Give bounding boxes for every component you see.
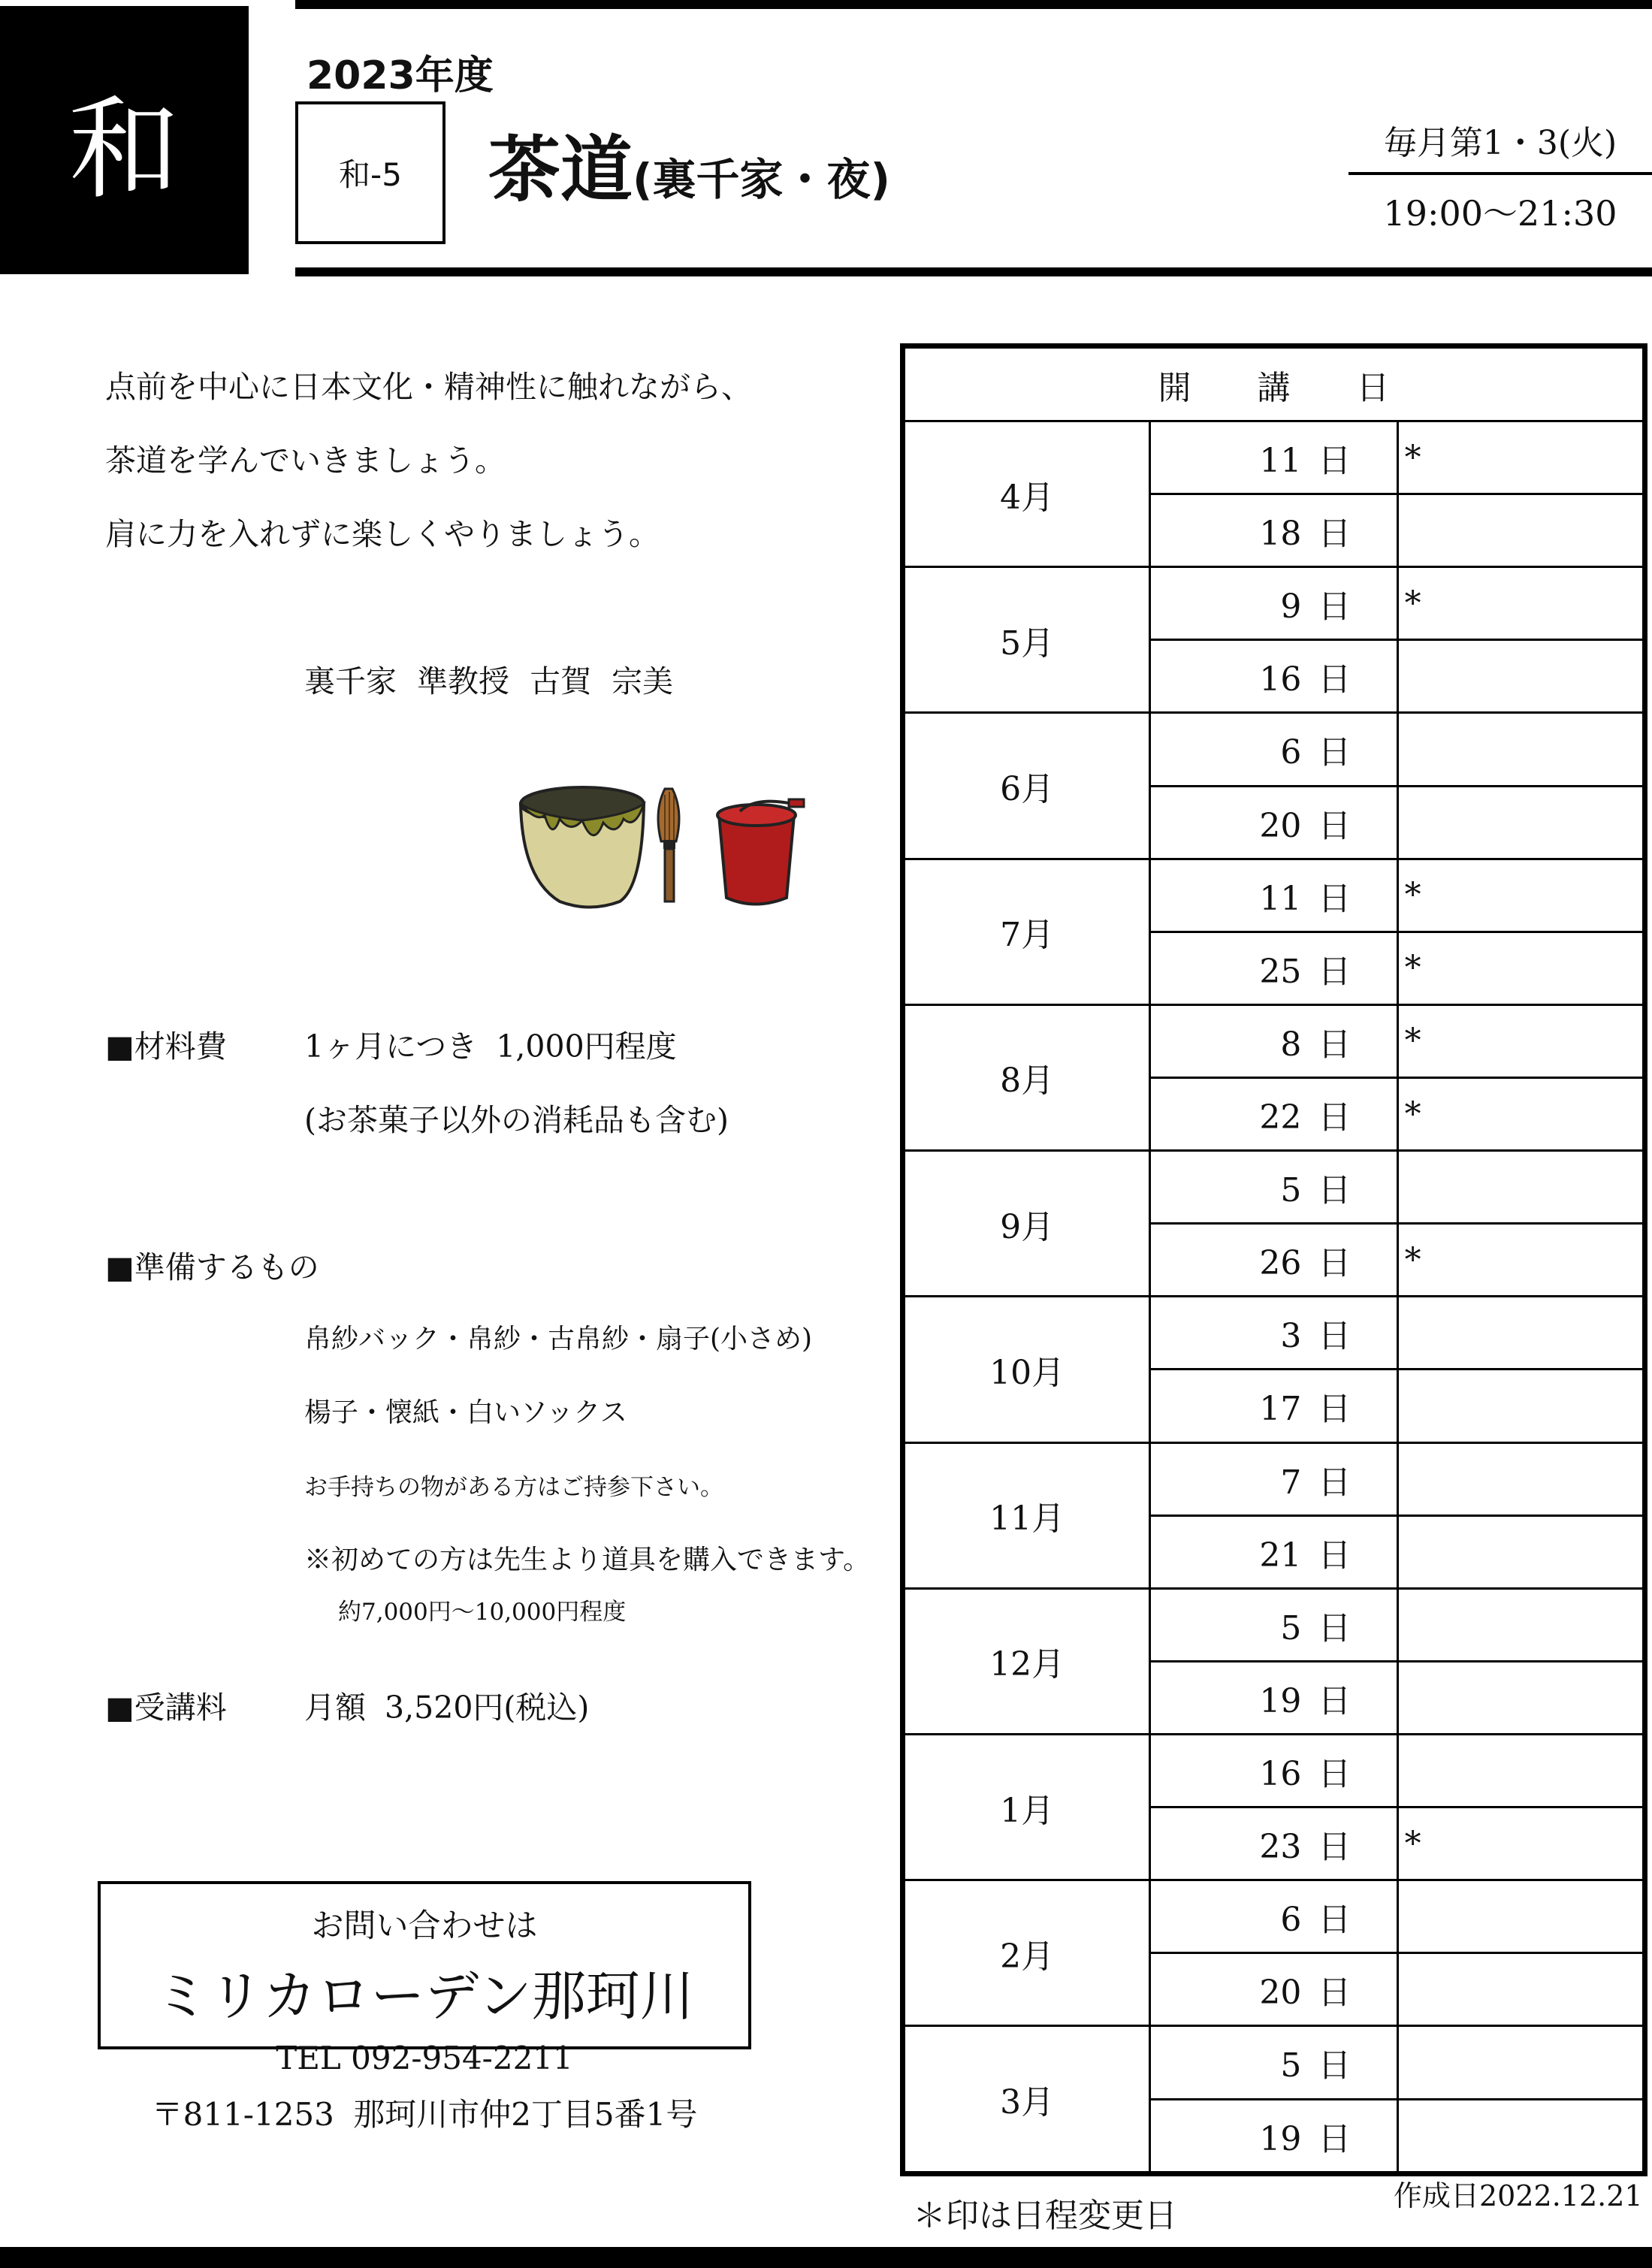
- description-line-3: 肩に力を入れずに楽しくやりましょう。: [105, 516, 660, 552]
- schedule-row: [903, 713, 1645, 786]
- day-cell: [1150, 1880, 1397, 1953]
- day-number: 16: [1259, 660, 1302, 699]
- schedule-row: [903, 1442, 1645, 1515]
- schedule-divider: [1348, 172, 1652, 175]
- day-cell: [1150, 1807, 1397, 1880]
- day-number: 25: [1259, 952, 1302, 991]
- day-unit: 日: [1318, 1390, 1351, 1429]
- change-mark-cell: [1397, 786, 1644, 859]
- preparation-item-1: 帛紗バック・帛紗・古帛紗・扇子(小さめ): [304, 1324, 813, 1354]
- change-mark-cell: [1397, 2026, 1644, 2099]
- day-unit: 日: [1318, 587, 1351, 627]
- day-cell: [1150, 1370, 1397, 1442]
- schedule-day: 毎月第1・3(火): [1383, 124, 1617, 162]
- day-unit: 日: [1318, 442, 1351, 481]
- month-cell: 7月: [903, 859, 1150, 1004]
- day-number: 11: [1259, 442, 1302, 481]
- day-cell: [1150, 713, 1397, 786]
- change-mark-cell: [1397, 1151, 1644, 1224]
- contact-heading: お問い合わせは: [311, 1907, 538, 1945]
- day-cell: [1150, 1442, 1397, 1515]
- day-number: 16: [1259, 1755, 1302, 1794]
- contact-box: [98, 1881, 751, 2133]
- day-cell: [1150, 640, 1397, 713]
- day-number: 5: [1280, 1608, 1302, 1647]
- course-title-main: 茶道: [488, 128, 633, 212]
- month-cell: 8月: [903, 1004, 1150, 1150]
- change-mark-cell: [1397, 1953, 1644, 2026]
- schedule-time: 19:00～21:30: [1383, 193, 1617, 234]
- header-top-rule: [295, 0, 1652, 9]
- day-number: 7: [1280, 1463, 1302, 1502]
- day-unit: 日: [1318, 1098, 1351, 1137]
- course-title-sub: (裏千家・夜): [633, 154, 891, 205]
- change-mark-cell: *: [1397, 1807, 1644, 1880]
- month-cell: 5月: [903, 567, 1150, 713]
- day-unit: 日: [1318, 660, 1351, 699]
- whisk-icon: [658, 789, 679, 901]
- preparation-item-2: 楊子・懐紙・白いソックス: [304, 1397, 627, 1428]
- day-unit: 日: [1318, 952, 1351, 991]
- day-number: 22: [1259, 1098, 1302, 1137]
- change-mark-cell: [1397, 1880, 1644, 1953]
- category-badge: 和: [0, 6, 249, 274]
- change-mark-cell: [1397, 713, 1644, 786]
- day-number: 21: [1259, 1536, 1302, 1575]
- day-number: 20: [1259, 806, 1302, 845]
- schedule-row: [903, 1297, 1645, 1370]
- day-cell: [1150, 859, 1397, 932]
- description-line-2: 茶道を学んでいきましょう。: [105, 442, 506, 479]
- month-cell: 11月: [903, 1442, 1150, 1588]
- month-cell: 1月: [903, 1734, 1150, 1880]
- course-code: 和-5: [339, 156, 402, 193]
- day-cell: [1150, 1588, 1397, 1661]
- day-unit: 日: [1318, 879, 1351, 918]
- preparation-item-4: ※初めての方は先生より道具を購入できます。: [304, 1545, 871, 1575]
- year-label: 2023年度: [307, 53, 494, 98]
- description-line-1: 点前を中心に日本文化・精神性に触れながら、: [105, 369, 752, 405]
- day-unit: 日: [1318, 1536, 1351, 1575]
- day-number: 19: [1259, 1681, 1302, 1720]
- natsume-container-icon: [717, 799, 804, 904]
- day-unit: 日: [1318, 806, 1351, 845]
- change-mark-cell: [1397, 1515, 1644, 1588]
- day-number: 17: [1259, 1390, 1302, 1429]
- day-cell: [1150, 932, 1397, 1004]
- day-cell: [1150, 2099, 1397, 2173]
- day-unit: 日: [1318, 1755, 1351, 1794]
- materials-fee-label: ■材料費: [105, 1028, 227, 1065]
- day-unit: 日: [1318, 1828, 1351, 1867]
- day-cell: [1150, 1734, 1397, 1807]
- day-cell: [1150, 1004, 1397, 1077]
- tea-utensils-illustration: [515, 781, 815, 913]
- change-mark-cell: [1397, 640, 1644, 713]
- preparation-item-3: お手持ちの物がある方はご持参下さい。: [304, 1474, 723, 1501]
- change-mark-cell: [1397, 1297, 1644, 1370]
- day-unit: 日: [1318, 515, 1351, 554]
- tuition-value: 月額 3,520円(税込): [304, 1690, 590, 1726]
- day-cell: [1150, 786, 1397, 859]
- schedule-row: [903, 567, 1645, 640]
- day-cell: [1150, 1151, 1397, 1224]
- day-cell: [1150, 1297, 1397, 1370]
- day-number: 3: [1280, 1317, 1302, 1356]
- day-number: 5: [1280, 2046, 1302, 2085]
- contact-name: ミリカローデン那珂川: [155, 1964, 694, 2028]
- tuition-label: ■受講料: [105, 1690, 227, 1726]
- month-cell: 4月: [903, 421, 1150, 567]
- day-unit: 日: [1318, 2119, 1351, 2158]
- schedule-row: [903, 1004, 1645, 1077]
- contact-address: 〒811-1253 那珂川市仲2丁目5番1号: [151, 2096, 698, 2133]
- schedule-row: [903, 1151, 1645, 1224]
- day-unit: 日: [1318, 1463, 1351, 1502]
- day-number: 5: [1280, 1171, 1302, 1210]
- tea-bowl-icon: [521, 787, 644, 908]
- change-mark-cell: *: [1397, 932, 1644, 1004]
- day-unit: 日: [1318, 1317, 1351, 1356]
- day-unit: 日: [1318, 1608, 1351, 1647]
- day-cell: [1150, 1515, 1397, 1588]
- change-mark-cell: [1397, 1661, 1644, 1734]
- day-number: 19: [1259, 2119, 1302, 2158]
- day-cell: [1150, 1661, 1397, 1734]
- change-mark-cell: [1397, 1734, 1644, 1807]
- month-cell: 10月: [903, 1297, 1150, 1442]
- materials-fee-note: (お茶菓子以外の消耗品も含む): [304, 1102, 729, 1138]
- day-number: 18: [1259, 515, 1302, 554]
- footer-bar: [0, 2247, 1652, 2268]
- schedule-row: [903, 2026, 1645, 2099]
- month-cell: 3月: [903, 2026, 1150, 2174]
- change-mark-cell: [1397, 2099, 1644, 2173]
- month-cell: 6月: [903, 713, 1150, 859]
- day-cell: [1150, 1224, 1397, 1297]
- change-mark-cell: *: [1397, 1004, 1644, 1077]
- day-number: 20: [1259, 1974, 1302, 2013]
- change-mark-cell: [1397, 1370, 1644, 1442]
- day-number: 9: [1280, 587, 1302, 627]
- day-number: 6: [1280, 733, 1302, 772]
- course-title: [488, 128, 891, 212]
- schedule-table-header: 開 講 日: [903, 346, 1645, 421]
- change-mark-cell: *: [1397, 567, 1644, 640]
- change-mark-cell: [1397, 1588, 1644, 1661]
- schedule-row: [903, 1588, 1645, 1661]
- materials-fee-value: 1ヶ月につき 1,000円程度: [304, 1028, 677, 1065]
- course-code-box: [295, 101, 445, 244]
- month-cell: 9月: [903, 1151, 1150, 1297]
- day-unit: 日: [1318, 1681, 1351, 1720]
- day-unit: 日: [1318, 1244, 1351, 1283]
- preparation-price-note: 約7,000円～10,000円程度: [338, 1599, 627, 1626]
- day-cell: [1150, 567, 1397, 640]
- day-unit: 日: [1318, 2046, 1351, 2085]
- day-unit: 日: [1318, 1025, 1351, 1064]
- day-unit: 日: [1318, 1171, 1351, 1210]
- header-bottom-rule: [295, 267, 1652, 276]
- change-mark-cell: *: [1397, 1224, 1644, 1297]
- schedule-row: [903, 1880, 1645, 1953]
- created-date: 作成日2022.12.21: [1394, 2179, 1643, 2212]
- day-cell: [1150, 421, 1397, 494]
- instructor: 裏千家 準教授 古賀 宗美: [304, 663, 674, 699]
- schedule-row: [903, 1734, 1645, 1807]
- contact-tel: TEL 092-954-2211: [276, 2040, 573, 2076]
- change-mark-cell: [1397, 494, 1644, 567]
- day-number: 26: [1259, 1244, 1302, 1283]
- preparation-label: ■準備するもの: [105, 1249, 319, 1285]
- day-cell: [1150, 1077, 1397, 1150]
- day-unit: 日: [1318, 1974, 1351, 2013]
- day-number: 23: [1259, 1828, 1302, 1867]
- day-cell: [1150, 494, 1397, 567]
- schedule-row: [903, 421, 1645, 494]
- month-cell: 12月: [903, 1588, 1150, 1734]
- day-number: 6: [1280, 1901, 1302, 1940]
- day-number: 8: [1280, 1025, 1302, 1064]
- footnote: ＊印は日程変更日: [913, 2197, 1177, 2235]
- month-cell: 2月: [903, 1880, 1150, 2026]
- change-mark-cell: [1397, 1442, 1644, 1515]
- change-mark-cell: *: [1397, 859, 1644, 932]
- change-mark-cell: *: [1397, 421, 1644, 494]
- day-number: 11: [1259, 879, 1302, 918]
- schedule-table: [900, 343, 1647, 2176]
- day-unit: 日: [1318, 1901, 1351, 1940]
- day-unit: 日: [1318, 733, 1351, 772]
- change-mark-cell: *: [1397, 1077, 1644, 1150]
- schedule-row: [903, 859, 1645, 932]
- day-cell: [1150, 2026, 1397, 2099]
- day-cell: [1150, 1953, 1397, 2026]
